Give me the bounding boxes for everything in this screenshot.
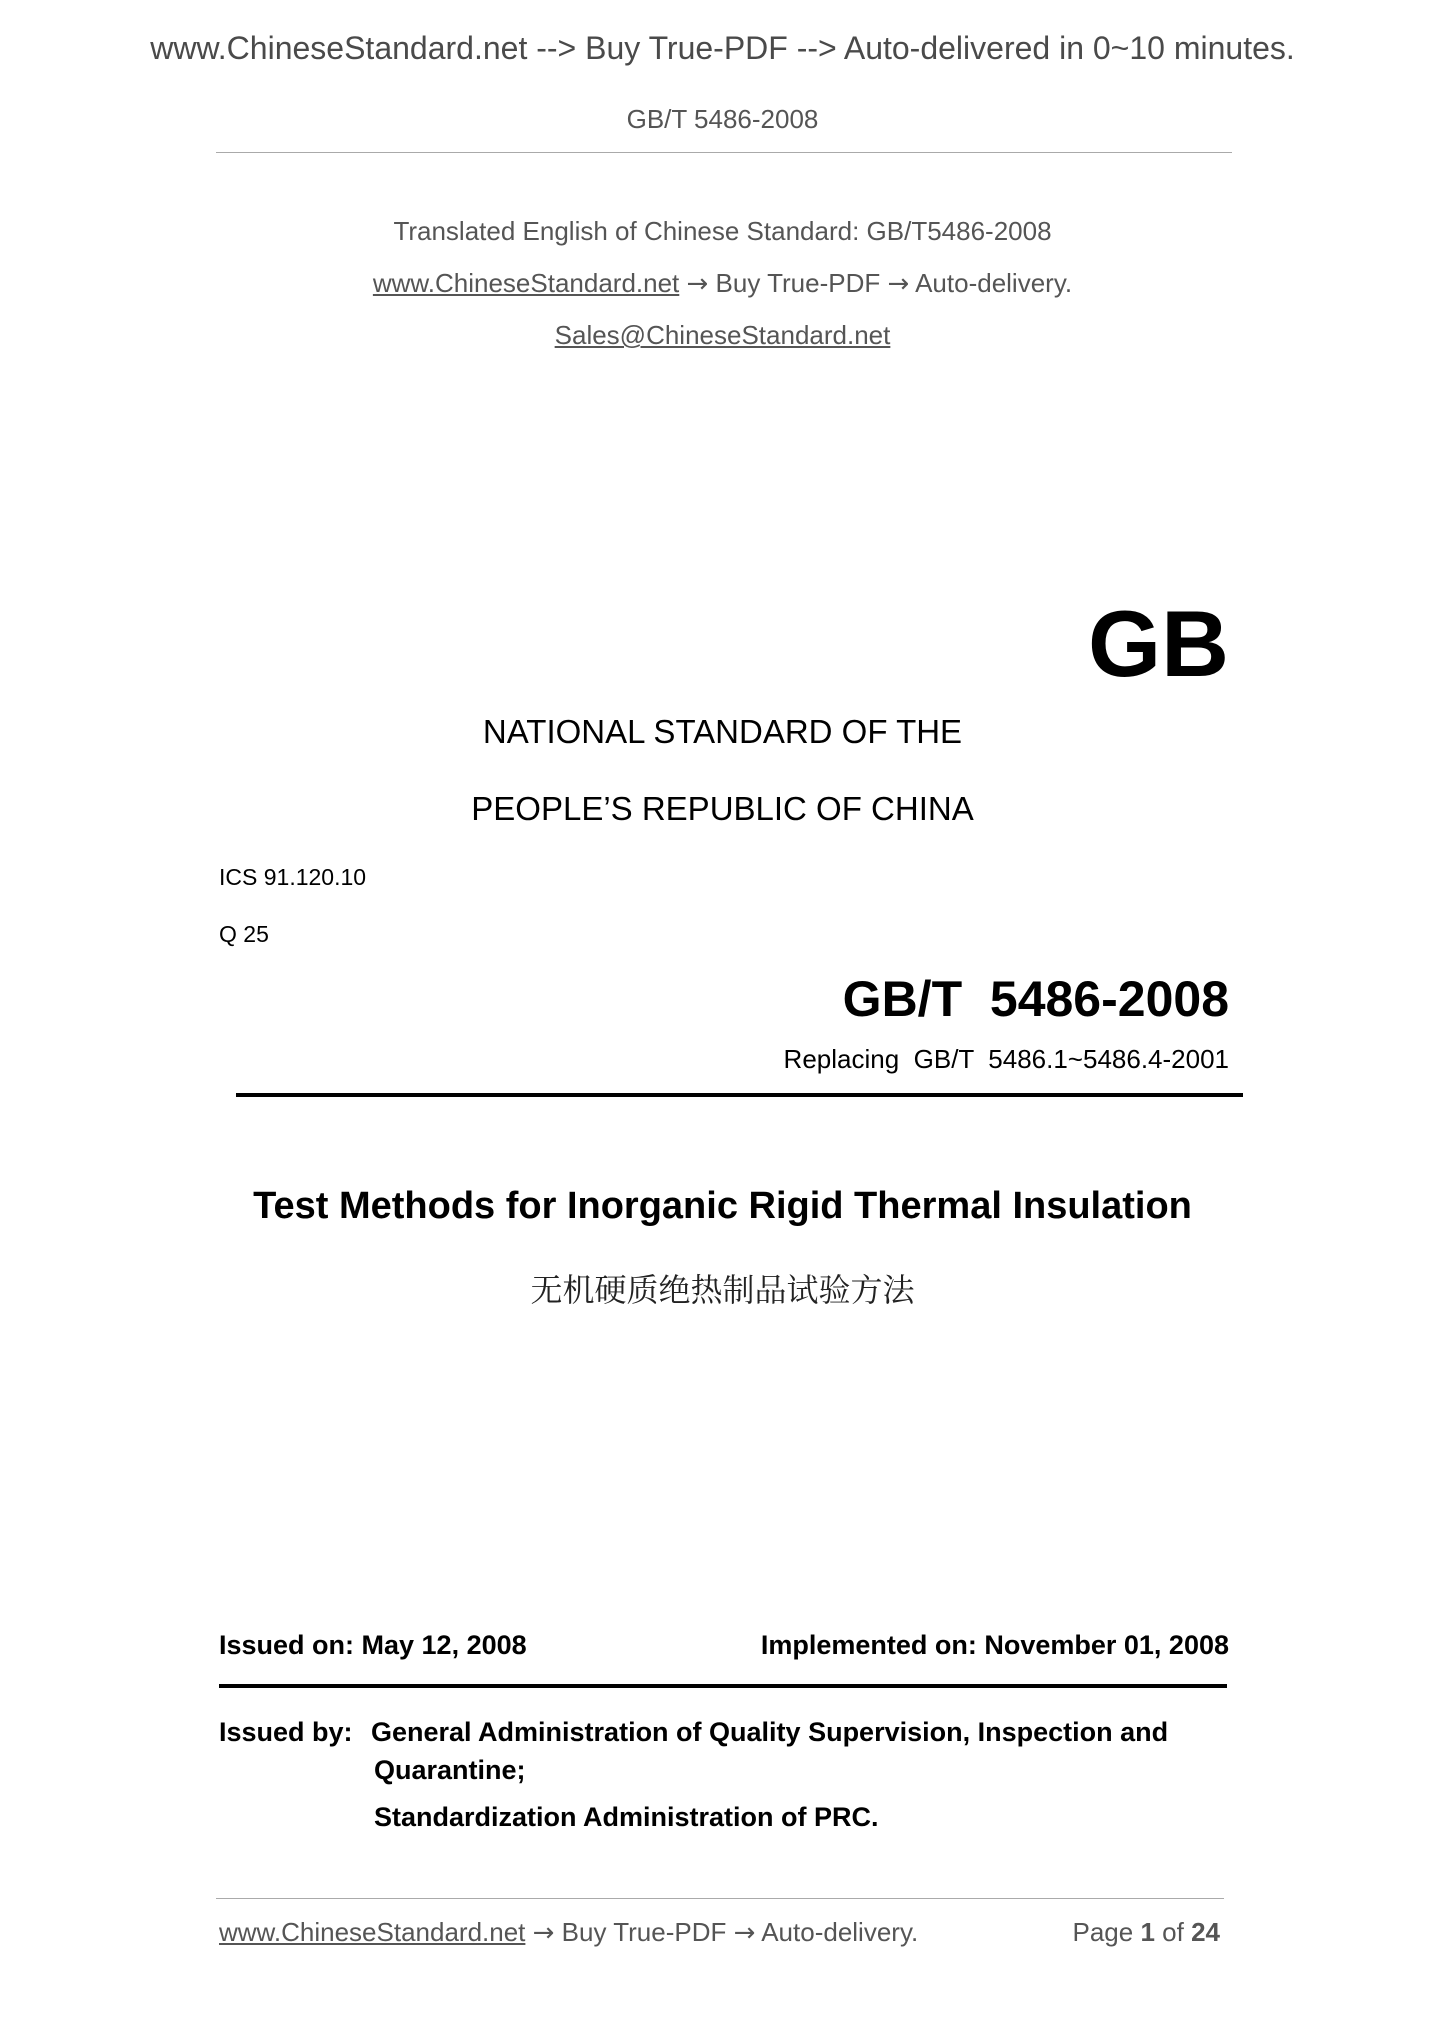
page-of: of bbox=[1162, 1917, 1184, 1947]
page-current: 1 bbox=[1140, 1917, 1155, 1947]
replacing-note: Replacing GB/T 5486.1~5486.4-2001 bbox=[783, 1044, 1229, 1074]
top-banner: www.ChineseStandard.net --> Buy True-PDF --> Auto-delivered in 0~10 minutes. bbox=[150, 30, 1295, 66]
buy-true-pdf-text: Buy True-PDF bbox=[715, 268, 881, 298]
sales-line bbox=[0, 320, 1445, 351]
issued-by-label: Issued by: bbox=[219, 1717, 353, 1747]
header-divider bbox=[216, 152, 1232, 153]
page-label: Page bbox=[1072, 1917, 1134, 1947]
translated-notice: Translated English of Chinese Standard: GB/T5486-2008 bbox=[393, 216, 1052, 246]
issued-by-line: Quarantine; bbox=[374, 1755, 526, 1785]
arrow-icon: → bbox=[887, 269, 910, 299]
classification-code: Q 25 bbox=[219, 921, 269, 947]
document-title-chinese: 无机硬质绝热制品试验方法 bbox=[530, 1272, 915, 1308]
document-title: Test Methods for Inorganic Rigid Thermal Insulation bbox=[253, 1185, 1192, 1227]
auto-delivery-text: Auto-delivery. bbox=[761, 1917, 919, 1947]
arrow-icon: → bbox=[532, 1918, 555, 1948]
footer-site-link[interactable]: www.ChineseStandard.net bbox=[219, 1917, 526, 1947]
running-header: GB/T 5486-2008 bbox=[626, 104, 819, 134]
implemented-on-date: Implemented on: November 01, 2008 bbox=[760, 1630, 1229, 1660]
buy-true-pdf-text: Buy True-PDF bbox=[561, 1917, 727, 1947]
footer-link-line bbox=[219, 1917, 918, 1948]
footer-divider bbox=[216, 1898, 1224, 1899]
page-total: 24 bbox=[1191, 1917, 1220, 1947]
issued-by-line: General Administration of Quality Supervision, Inspection and bbox=[371, 1717, 1169, 1747]
issued-on-date: Issued on: May 12, 2008 bbox=[219, 1630, 527, 1660]
page-indicator bbox=[1072, 1917, 1220, 1948]
issue-divider bbox=[219, 1684, 1227, 1688]
national-standard-line1: NATIONAL STANDARD OF THE bbox=[482, 713, 963, 750]
ics-code: ICS 91.120.10 bbox=[219, 864, 367, 890]
sales-email-link[interactable]: Sales@ChineseStandard.net bbox=[554, 320, 891, 350]
national-standard-line2: PEOPLE’S REPUBLIC OF CHINA bbox=[471, 790, 974, 827]
auto-delivery-text: Auto-delivery. bbox=[915, 268, 1073, 298]
arrow-icon: → bbox=[733, 1918, 756, 1948]
intro-link-line bbox=[0, 268, 1445, 299]
issued-by-line: Standardization Administration of PRC. bbox=[374, 1802, 879, 1832]
gb-logo: GB bbox=[1088, 591, 1229, 696]
standard-number: GB/T 5486-2008 bbox=[842, 971, 1229, 1027]
arrow-icon: → bbox=[686, 269, 709, 299]
site-link[interactable]: www.ChineseStandard.net bbox=[372, 268, 680, 298]
cover-divider bbox=[236, 1093, 1243, 1097]
